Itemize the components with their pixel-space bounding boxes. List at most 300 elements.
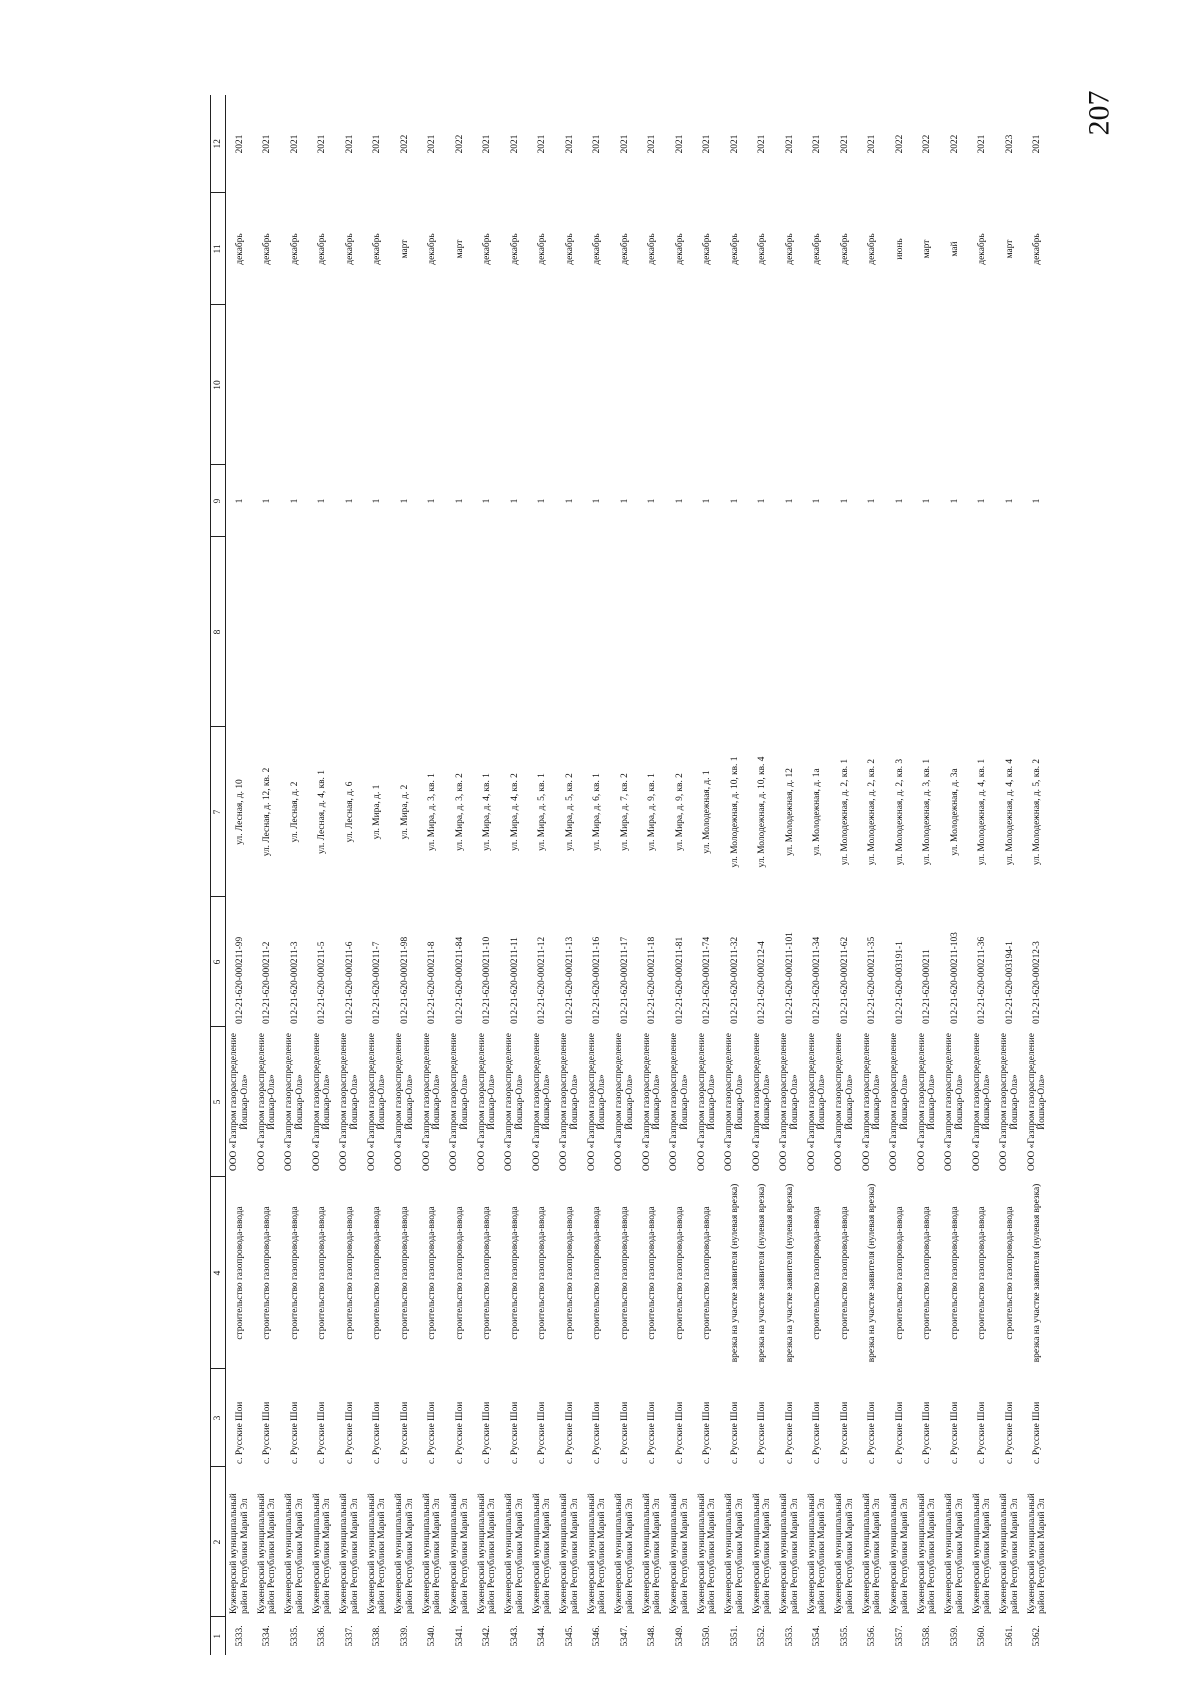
application-code-cell: 012-21-620-000212-4 [757, 941, 767, 1024]
column-10-cell [254, 305, 282, 465]
work-type-cell: строительство газопровода-ввода [1004, 1206, 1015, 1340]
table-row [694, 95, 722, 1655]
organization-cell: ООО «Газпром газораспределение Йошкар-Ола» [641, 1033, 663, 1171]
table-row [941, 95, 969, 1655]
month-cell: декабрь [509, 233, 520, 265]
row-number: 5359. [949, 1625, 960, 1647]
month-cell: декабрь [372, 233, 382, 265]
work-type-cell: строительство газопровода-ввода [482, 1206, 492, 1340]
organization-cell: ООО «Газпром газораспределение Йошкар-Ола» [861, 1033, 883, 1171]
address-cell: ул. Молодежная, д. 10, кв. 1 [729, 756, 740, 868]
village-cell: с. Русские Шои [647, 1401, 657, 1464]
address-cell: ул. Молодежная, д. 10, кв. 4 [757, 756, 767, 868]
column-10-cell [721, 305, 749, 465]
column-header-10: 10 [211, 305, 226, 465]
district-cell: Куженерский муниципальный район Республики Марий Эл [614, 1493, 635, 1614]
address-cell: ул. Молодежная, д. 3а [949, 768, 960, 856]
year-cell: 2021 [564, 134, 575, 154]
quantity-cell: 1 [757, 498, 767, 504]
table-row [556, 95, 584, 1655]
column-10-cell [391, 305, 419, 465]
application-code-cell: 012-21-620-000211-6 [344, 941, 355, 1024]
work-type-cell: строительство газопровода-ввода [839, 1206, 850, 1340]
column-10-cell [226, 305, 254, 465]
month-cell: декабрь [427, 233, 437, 265]
application-code-cell: 012-21-620-000211-2 [262, 941, 272, 1024]
quantity-cell: 1 [592, 498, 602, 504]
column-8-cell [694, 537, 722, 727]
column-10-cell [639, 305, 667, 465]
row-number: 5335. [289, 1625, 300, 1647]
work-type-cell: строительство газопровода-ввода [564, 1206, 575, 1340]
row-number: 5339. [399, 1625, 410, 1647]
table-row [721, 95, 749, 1655]
table-row [584, 95, 612, 1655]
column-8-cell [804, 537, 832, 727]
month-cell: декабрь [812, 233, 822, 265]
quantity-cell: 1 [427, 498, 437, 504]
row-number: 5340. [427, 1625, 437, 1647]
application-code-cell: 012-21-620-000211 [922, 949, 932, 1024]
organization-cell: ООО «Газпром газораспределение Йошкар-Ола» [394, 1033, 415, 1171]
village-cell: с. Русские Шои [399, 1401, 410, 1464]
district-cell: Куженерский муниципальный район Республики Марий Эл [889, 1493, 910, 1614]
row-number: 5352. [757, 1625, 767, 1647]
column-8-cell [556, 537, 584, 727]
application-code-cell: 012-21-620-000212-3 [1032, 941, 1042, 1024]
column-10-cell [694, 305, 722, 465]
application-code-cell: 012-21-620-000211-13 [564, 936, 575, 1024]
column-10-cell [419, 305, 447, 465]
column-header-5: 5 [211, 1027, 226, 1177]
year-cell: 2021 [619, 134, 630, 154]
address-cell: ул. Молодежная, д. 1а [812, 768, 822, 856]
column-10-cell [1024, 305, 1052, 465]
column-10-cell [611, 305, 639, 465]
column-8-cell [886, 537, 914, 727]
month-cell: декабрь [592, 233, 602, 265]
quantity-cell: 1 [564, 498, 575, 504]
district-cell: Куженерский муниципальный район Республики Марий Эл [916, 1493, 938, 1614]
row-number: 5350. [702, 1625, 712, 1647]
year-cell: 2021 [839, 134, 850, 154]
village-cell: с. Русские Шои [344, 1401, 355, 1464]
district-cell: Куженерский муниципальный район Республики Марий Эл [1026, 1493, 1048, 1614]
district-cell: Куженерский муниципальный район Республики Марий Эл [696, 1493, 718, 1614]
organization-cell: ООО «Газпром газораспределение Йошкар-Ола» [999, 1033, 1020, 1171]
table-row [364, 95, 392, 1655]
row-number: 5360. [977, 1625, 987, 1647]
work-type-cell: врезка на участке заявителя (нулевая врезка) [757, 1183, 767, 1363]
address-cell: ул. Лесная, д. 6 [344, 781, 355, 843]
work-type-cell: строительство газопровода-ввода [509, 1206, 520, 1340]
year-cell: 2021 [674, 134, 685, 154]
application-code-cell: 012-21-620-000211-101 [784, 932, 795, 1024]
month-cell: декабрь [619, 233, 630, 265]
work-type-cell: строительство газопровода-ввода [647, 1206, 657, 1340]
year-cell: 2021 [647, 134, 657, 154]
address-cell: ул. Молодежная, д. 12 [784, 768, 795, 856]
month-cell: май [949, 241, 960, 257]
table-row [969, 95, 997, 1655]
year-cell: 2021 [729, 134, 740, 154]
row-number: 5341. [454, 1625, 465, 1647]
application-code-cell: 012-21-620-000211-36 [977, 936, 987, 1024]
page-number: 207 [1082, 90, 1116, 136]
quantity-cell: 1 [674, 498, 685, 504]
year-cell: 2021 [812, 134, 822, 154]
month-cell: декабрь [344, 233, 355, 265]
table-row [501, 95, 529, 1655]
month-cell: декабрь [537, 233, 547, 265]
organization-cell: ООО «Газпром газораспределение Йошкар-Ола» [311, 1033, 333, 1171]
column-header-1: 1 [211, 1617, 226, 1655]
row-number: 5342. [482, 1625, 492, 1647]
village-cell: с. Русские Шои [922, 1401, 932, 1464]
column-10-cell [309, 305, 337, 465]
year-cell: 2021 [317, 134, 327, 154]
quantity-cell: 1 [262, 498, 272, 504]
table-row [529, 95, 557, 1655]
village-cell: с. Русские Шои [977, 1401, 987, 1464]
month-cell: декабрь [1032, 233, 1042, 265]
month-cell: декабрь [702, 233, 712, 265]
address-cell: ул. Мира, д. 6, кв. 1 [592, 773, 602, 851]
village-cell: с. Русские Шои [592, 1401, 602, 1464]
organization-cell: ООО «Газпром газораспределение Йошкар-Ола» [476, 1033, 498, 1171]
address-cell: ул. Молодежная, д. 4, кв. 1 [977, 758, 987, 866]
year-cell: 2022 [922, 134, 932, 154]
month-cell: декабрь [977, 233, 987, 265]
column-10-cell [969, 305, 997, 465]
application-code-cell: 012-21-620-000211-74 [702, 936, 712, 1024]
table-row [419, 95, 447, 1655]
organization-cell: ООО «Газпром газораспределение Йошкар-Ола» [366, 1033, 388, 1171]
work-type-cell: строительство газопровода-ввода [674, 1206, 685, 1340]
month-cell: декабрь [867, 233, 877, 265]
year-cell: 2021 [482, 134, 492, 154]
organization-cell: ООО «Газпром газораспределение Йошкар-Ола» [779, 1033, 800, 1171]
address-cell: ул. Молодежная, д. 2, кв. 2 [867, 758, 877, 866]
month-cell: март [454, 239, 465, 259]
year-cell: 2021 [1032, 134, 1042, 154]
column-8-cell [529, 537, 557, 727]
column-10-cell [804, 305, 832, 465]
address-cell: ул. Мира, д. 1 [372, 784, 382, 840]
application-code-cell: 012-21-620-000211-32 [729, 936, 740, 1024]
organization-cell: ООО «Газпром газораспределение Йошкар-Ола» [256, 1033, 278, 1171]
district-cell: Куженерский муниципальный район Республики Марий Эл [834, 1493, 855, 1614]
district-cell: Куженерский муниципальный район Республики Марий Эл [641, 1493, 663, 1614]
month-cell: декабрь [647, 233, 657, 265]
column-8-cell [914, 537, 942, 727]
address-cell: ул. Мира, д. 5, кв. 1 [537, 773, 547, 851]
work-type-cell: строительство газопровода-ввода [977, 1206, 987, 1340]
district-cell: Куженерский муниципальный район Республики Марий Эл [586, 1493, 608, 1614]
village-cell: с. Русские Шои [564, 1401, 575, 1464]
column-8-cell [419, 537, 447, 727]
row-number: 5343. [509, 1625, 520, 1647]
organization-cell: ООО «Газпром газораспределение Йошкар-Ола» [696, 1033, 718, 1171]
month-cell: декабрь [317, 233, 327, 265]
address-cell: ул. Лесная, д. 2 [289, 781, 300, 843]
application-code-cell: 012-21-620-000211-10 [482, 936, 492, 1024]
organization-cell: ООО «Газпром газораспределение Йошкар-Ола» [971, 1033, 993, 1171]
month-cell: март [1004, 239, 1015, 259]
application-code-cell: 012-21-620-000211-35 [867, 936, 877, 1024]
district-cell: Куженерский муниципальный район Республики Марий Эл [476, 1493, 498, 1614]
village-cell: с. Русские Шои [1004, 1401, 1015, 1464]
quantity-cell: 1 [647, 498, 657, 504]
quantity-cell: 1 [619, 498, 630, 504]
application-code-cell: 012-21-620-000211-34 [812, 936, 822, 1024]
district-cell: Куженерский муниципальный район Республики Марий Эл [806, 1493, 828, 1614]
row-number: 5354. [812, 1625, 822, 1647]
column-10-cell [584, 305, 612, 465]
table-row [914, 95, 942, 1655]
work-type-cell: врезка на участке заявителя (нулевая врезка) [867, 1183, 877, 1363]
district-cell: Куженерский муниципальный район Республики Марий Эл [339, 1493, 360, 1614]
table-row [281, 95, 309, 1655]
year-cell: 2021 [262, 134, 272, 154]
application-code-cell: 012-21-620-000211-12 [537, 936, 547, 1024]
table-row [336, 95, 364, 1655]
table-row [886, 95, 914, 1655]
address-cell: ул. Мира, д. 7, кв. 2 [619, 773, 630, 851]
village-cell: с. Русские Шои [812, 1401, 822, 1464]
row-number: 5361. [1004, 1625, 1015, 1647]
organization-cell: ООО «Газпром газораспределение Йошкар-Ола» [724, 1033, 745, 1171]
row-number: 5344. [537, 1625, 547, 1647]
work-type-cell: строительство газопровода-ввода [344, 1206, 355, 1340]
column-8-cell [1024, 537, 1052, 727]
column-header-12: 12 [211, 95, 226, 193]
district-cell: Куженерский муниципальный район Республики Марий Эл [669, 1493, 690, 1614]
table-row [859, 95, 887, 1655]
month-cell: декабрь [482, 233, 492, 265]
quantity-cell: 1 [729, 498, 740, 504]
application-code-cell: 012-21-620-000211-99 [234, 936, 245, 1024]
row-number: 5334. [262, 1625, 272, 1647]
quantity-cell: 1 [812, 498, 822, 504]
district-cell: Куженерский муниципальный район Республики Марий Эл [421, 1493, 443, 1614]
address-cell: ул. Мира, д. 9, кв. 2 [674, 773, 685, 851]
year-cell: 2021 [372, 134, 382, 154]
organization-cell: ООО «Газпром газораспределение Йошкар-Ола» [669, 1033, 690, 1171]
row-number: 5347. [619, 1625, 630, 1647]
work-type-cell: строительство газопровода-ввода [372, 1206, 382, 1340]
work-type-cell: строительство газопровода-ввода [317, 1206, 327, 1340]
district-cell: Куженерский муниципальный район Республики Марий Эл [284, 1493, 305, 1614]
organization-cell: ООО «Газпром газораспределение Йошкар-Ола» [834, 1033, 855, 1171]
quantity-cell: 1 [537, 498, 547, 504]
month-cell: декабрь [234, 233, 245, 265]
work-type-cell: строительство газопровода-ввода [949, 1206, 960, 1340]
table-row [391, 95, 419, 1655]
district-cell: Куженерский муниципальный район Республики Марий Эл [504, 1493, 525, 1614]
organization-cell: ООО «Газпром газораспределение Йошкар-Ола» [916, 1033, 938, 1171]
address-cell: ул. Лесная, д. 4, кв. 1 [317, 770, 327, 854]
work-type-cell: строительство газопровода-ввода [427, 1206, 437, 1340]
table-body [226, 95, 1052, 1655]
table-row [1024, 95, 1052, 1655]
row-number: 5338. [372, 1625, 382, 1647]
work-type-cell: врезка на участке заявителя (нулевая врезка) [784, 1183, 795, 1363]
quantity-cell: 1 [289, 498, 300, 504]
address-cell: ул. Мира, д. 2 [399, 784, 410, 840]
village-cell: с. Русские Шои [1032, 1401, 1042, 1464]
year-cell: 2021 [427, 134, 437, 154]
quantity-cell: 1 [317, 498, 327, 504]
column-10-cell [364, 305, 392, 465]
column-10-cell [446, 305, 474, 465]
village-cell: с. Русские Шои [702, 1401, 712, 1464]
address-cell: ул. Молодежная, д. 5, кв. 2 [1032, 758, 1042, 866]
quantity-cell: 1 [867, 498, 877, 504]
district-cell: Куженерский муниципальный район Республики Марий Эл [724, 1493, 745, 1614]
organization-cell: ООО «Газпром газораспределение Йошкар-Ола» [751, 1033, 773, 1171]
column-header-4: 4 [211, 1177, 226, 1369]
column-10-cell [831, 305, 859, 465]
month-cell: март [922, 239, 932, 259]
district-cell: Куженерский муниципальный район Республики Марий Эл [779, 1493, 800, 1614]
district-cell: Куженерский муниципальный район Республики Марий Эл [751, 1493, 773, 1614]
table-row [254, 95, 282, 1655]
column-8-cell [776, 537, 804, 727]
table-row [996, 95, 1024, 1655]
village-cell: с. Русские Шои [867, 1401, 877, 1464]
column-8-cell [749, 537, 777, 727]
organization-cell: ООО «Газпром газораспределение Йошкар-Ола» [1026, 1033, 1048, 1171]
month-cell: декабрь [674, 233, 685, 265]
application-code-cell: 012-21-620-000211-18 [647, 936, 657, 1024]
row-number: 5357. [894, 1625, 905, 1647]
quantity-cell: 1 [784, 498, 795, 504]
column-header-11: 11 [211, 193, 226, 305]
quantity-cell: 1 [949, 498, 960, 504]
column-10-cell [474, 305, 502, 465]
quantity-cell: 1 [1004, 498, 1015, 504]
organization-cell: ООО «Газпром газораспределение Йошкар-Ола» [531, 1033, 553, 1171]
quantity-cell: 1 [1032, 498, 1042, 504]
village-cell: с. Русские Шои [289, 1401, 300, 1464]
village-cell: с. Русские Шои [482, 1401, 492, 1464]
address-cell: ул. Молодежная, д. 2, кв. 3 [894, 758, 905, 866]
application-code-cell: 012-21-620-000211-103 [949, 932, 960, 1024]
column-8-cell [584, 537, 612, 727]
quantity-cell: 1 [894, 498, 905, 504]
application-code-cell: 012-21-620-003194-1 [1004, 941, 1015, 1024]
column-10-cell [556, 305, 584, 465]
column-8-cell [831, 537, 859, 727]
column-10-cell [749, 305, 777, 465]
column-8-cell [501, 537, 529, 727]
quantity-cell: 1 [234, 498, 245, 504]
address-cell: ул. Молодежная, д. 2, кв. 1 [839, 758, 850, 866]
district-cell: Куженерский муниципальный район Республики Марий Эл [999, 1493, 1020, 1614]
column-10-cell [666, 305, 694, 465]
column-header-7: 7 [211, 727, 226, 897]
organization-cell: ООО «Газпром газораспределение Йошкар-Ола» [944, 1033, 965, 1171]
application-code-cell: 012-21-620-000211-98 [399, 936, 410, 1024]
address-cell: ул. Мира, д. 5, кв. 2 [564, 773, 575, 851]
month-cell: декабрь [564, 233, 575, 265]
year-cell: 2021 [509, 134, 520, 154]
row-number: 5362. [1032, 1625, 1042, 1647]
column-10-cell [281, 305, 309, 465]
address-cell: ул. Мира, д. 4, кв. 2 [509, 773, 520, 851]
column-10-cell [529, 305, 557, 465]
year-cell: 2021 [867, 134, 877, 154]
column-10-cell [941, 305, 969, 465]
month-cell: декабрь [262, 233, 272, 265]
quantity-cell: 1 [454, 498, 465, 504]
row-number: 5337. [344, 1625, 355, 1647]
quantity-cell: 1 [344, 498, 355, 504]
district-cell: Куженерский муниципальный район Республики Марий Эл [229, 1493, 250, 1614]
month-cell: декабрь [289, 233, 300, 265]
table-row [804, 95, 832, 1655]
village-cell: с. Русские Шои [537, 1401, 547, 1464]
column-10-cell [996, 305, 1024, 465]
column-8-cell [281, 537, 309, 727]
column-8-cell [969, 537, 997, 727]
quantity-cell: 1 [702, 498, 712, 504]
village-cell: с. Русские Шои [262, 1401, 272, 1464]
table-row [226, 95, 254, 1655]
district-cell: Куженерский муниципальный район Республики Марий Эл [394, 1493, 415, 1614]
application-code-cell: 012-21-620-000211-81 [674, 936, 685, 1024]
month-cell: декабрь [784, 233, 795, 265]
village-cell: с. Русские Шои [894, 1401, 905, 1464]
village-cell: с. Русские Шои [234, 1401, 245, 1464]
row-number: 5345. [564, 1625, 575, 1647]
year-cell: 2021 [344, 134, 355, 154]
application-code-cell: 012-21-620-000211-16 [592, 936, 602, 1024]
table-row [474, 95, 502, 1655]
row-number: 5353. [784, 1625, 795, 1647]
table-row [749, 95, 777, 1655]
row-number: 5355. [839, 1625, 850, 1647]
organization-cell: ООО «Газпром газораспределение Йошкар-Ола» [586, 1033, 608, 1171]
column-10-cell [914, 305, 942, 465]
quantity-cell: 1 [482, 498, 492, 504]
year-cell: 2022 [894, 134, 905, 154]
year-cell: 2021 [784, 134, 795, 154]
work-type-cell: строительство газопровода-ввода [289, 1206, 300, 1340]
address-cell: ул. Молодежная, д. 3, кв. 1 [922, 758, 932, 866]
district-cell: Куженерский муниципальный район Республики Марий Эл [449, 1493, 470, 1614]
work-type-cell: строительство газопровода-ввода [537, 1206, 547, 1340]
address-cell: ул. Мира, д. 3, кв. 1 [427, 773, 437, 851]
address-cell: ул. Молодежная, д. 4, кв. 4 [1004, 758, 1015, 866]
district-cell: Куженерский муниципальный район Республики Марий Эл [311, 1493, 333, 1614]
work-type-cell: строительство газопровода-ввода [454, 1206, 465, 1340]
address-cell: ул. Мира, д. 3, кв. 2 [454, 773, 465, 851]
work-type-cell: строительство газопровода-ввода [619, 1206, 630, 1340]
application-code-cell: 012-21-620-000211-11 [509, 937, 520, 1024]
address-cell: ул. Мира, д. 4, кв. 1 [482, 773, 492, 851]
column-8-cell [859, 537, 887, 727]
quantity-cell: 1 [372, 498, 382, 504]
work-type-cell: строительство газопровода-ввода [702, 1206, 712, 1340]
year-cell: 2023 [1004, 134, 1015, 154]
table-row [776, 95, 804, 1655]
organization-cell: ООО «Газпром газораспределение Йошкар-Ола» [889, 1033, 910, 1171]
work-type-cell: строительство газопровода-ввода [262, 1206, 272, 1340]
address-cell: ул. Лесная, д. 12, кв. 2 [262, 767, 272, 857]
village-cell: с. Русские Шои [372, 1401, 382, 1464]
